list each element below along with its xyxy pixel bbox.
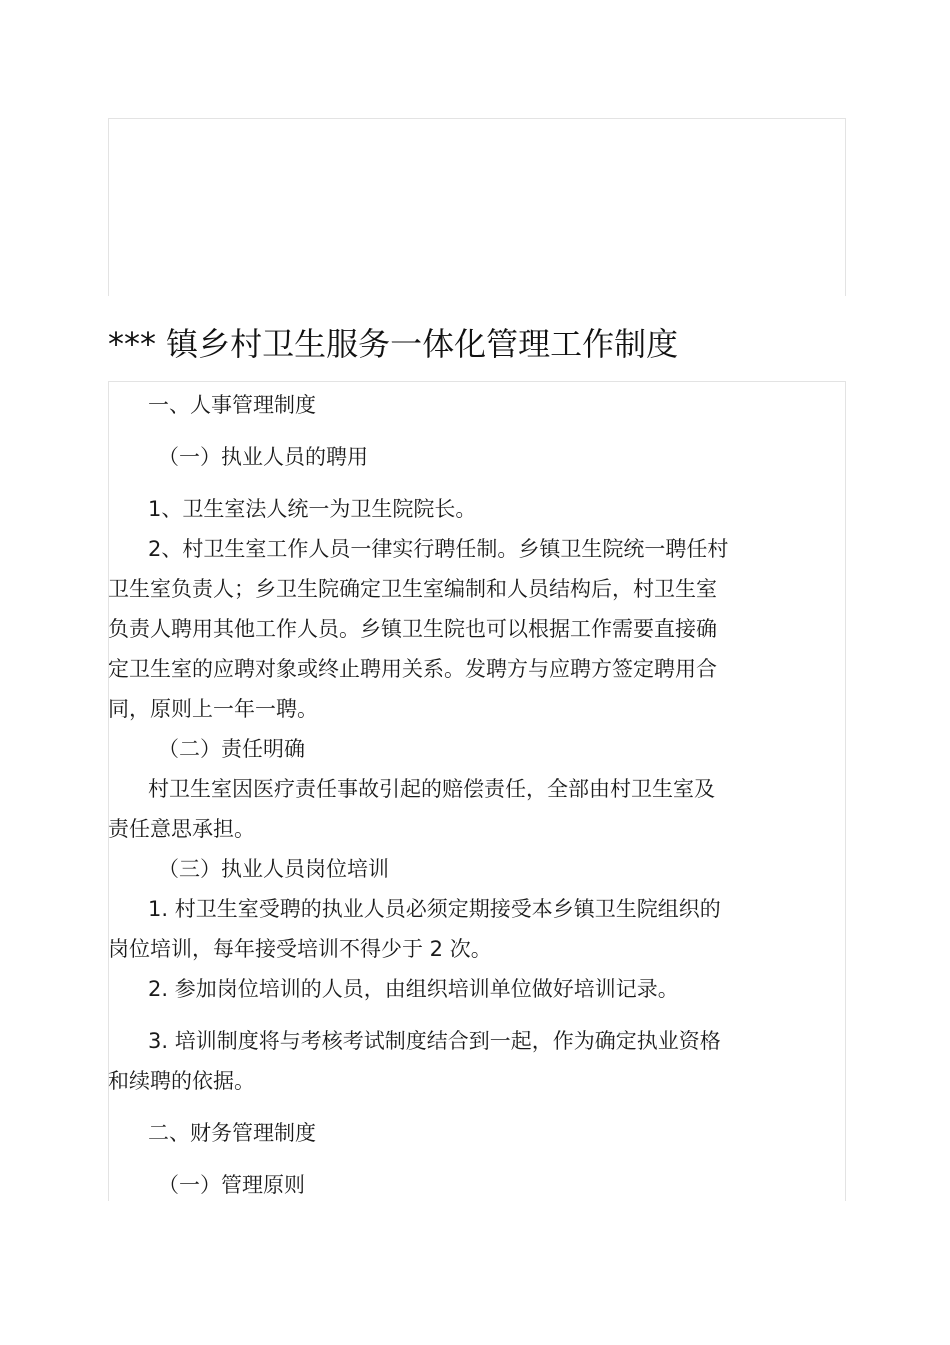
document-title: *** 镇乡村卫生服务一体化管理工作制度 [108,325,679,363]
paragraph-line: 村卫生室因医疗责任事故引起的赔偿责任，全部由村卫生室及 [148,777,715,801]
section-heading-personnel: 一、人事管理制度 [148,393,316,417]
paragraph-line: 3. 培训制度将与考核考试制度结合到一起，作为确定执业资格 [148,1029,721,1053]
paragraph-line: 负责人聘用其他工作人员。乡镇卫生院也可以根据工作需要直接确 [108,617,717,641]
paragraph-line: 和续聘的依据。 [108,1069,255,1093]
paragraph-line: 同，原则上一年一聘。 [108,697,318,721]
paragraph-line: 定卫生室的应聘对象或终止聘用关系。发聘方与应聘方签定聘用合 [108,657,717,681]
section-heading-finance: 二、财务管理制度 [148,1121,316,1145]
subsection-heading-principles: （一）管理原则 [158,1173,305,1197]
paragraph-line: 2. 参加岗位培训的人员，由组织培训单位做好培训记录。 [148,977,679,1001]
subsection-heading-training: （三）执业人员岗位培训 [158,857,389,881]
subsection-heading-hiring: （一）执业人员的聘用 [158,445,368,469]
paragraph-line: 2、村卫生室工作人员一律实行聘任制。乡镇卫生院统一聘任村 [148,537,729,561]
paragraph-line: 岗位培训，每年接受培训不得少于 2 次。 [108,937,492,961]
paragraph-line: 1. 村卫生室受聘的执业人员必须定期接受本乡镇卫生院组织的 [148,897,721,921]
paragraph-line: 1、卫生室法人统一为卫生院院长。 [148,497,477,521]
paragraph-line: 责任意思承担。 [108,817,255,841]
top-frame [108,118,846,296]
paragraph-line: 卫生室负责人；乡卫生院确定卫生室编制和人员结构后，村卫生室 [108,577,717,601]
subsection-heading-responsibility: （二）责任明确 [158,737,305,761]
